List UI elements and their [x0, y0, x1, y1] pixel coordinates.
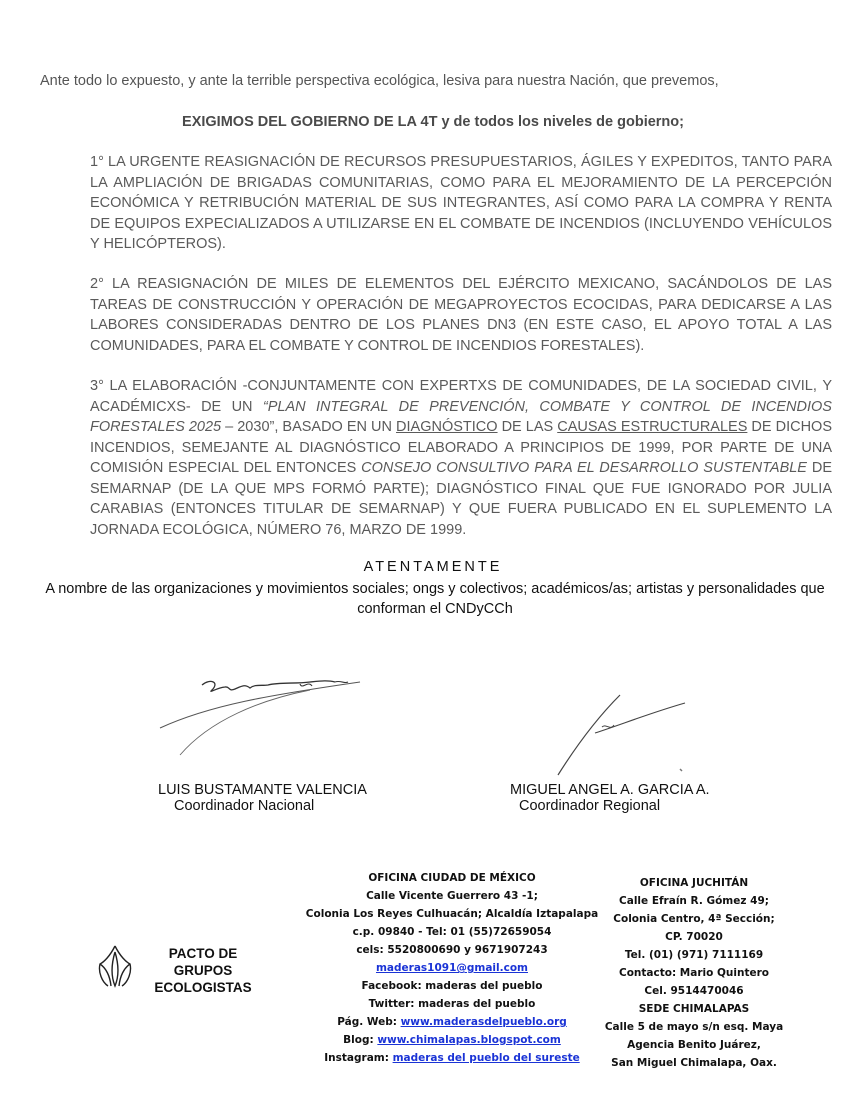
signatory-1-role: Coordinador Nacional: [174, 798, 315, 814]
instagram-label: Instagram:: [324, 1052, 393, 1064]
signature-garcia: [540, 685, 700, 780]
demands-heading: EXIGIMOS DEL GOBIERNO DE LA 4T y de todos los niveles de gobierno;: [182, 114, 684, 130]
twitter-text: Twitter: maderas del pueblo: [368, 998, 536, 1010]
pacto-logo-icon: [94, 942, 136, 990]
signatory-2-name: MIGUEL ANGEL A. GARCIA A.: [510, 782, 710, 798]
office-juchitan-line: Contacto: Mario Quintero: [619, 967, 769, 979]
office-cdmx: [300, 869, 604, 1067]
org-name-line: GRUPOS: [173, 963, 233, 978]
office-cdmx-line: Colonia Los Reyes Culhuacán; Alcaldía Iztapalapa: [305, 908, 599, 920]
web-link[interactable]: www.maderasdelpueblo.org: [400, 1016, 567, 1028]
demand-1: 1° LA URGENTE REASIGNACIÓN DE RECURSOS PRESUPUESTARIOS, ÁGILES Y EXPEDITOS, TANTO PARA LA AMPLIACIÓN DE BRIGADAS COMUNITARIAS, COMO PARA EL MEJORAMIENTO DE LA PERCEPCIÓN ECONÓMICA Y RETRIBUCIÓN MATERIAL DE SUS INTEGRANTES, ASÍ COMO PARA LA COMPRA Y RENTA DE EQUIPOS EXPECIALIZADOS A UTILIZARSE EN EL COMBATE DE INCENDIOS (INCLUYENDO VEHÍCULOS Y HELICÓPTEROS).: [90, 154, 832, 252]
signatory-1-name: LUIS BUSTAMANTE VALENCIA: [158, 782, 367, 798]
office-juchitan-line: Calle 5 de mayo s/n esq. Maya: [604, 1021, 784, 1033]
demand-3-text: DE SEMARNAP (DE LA QUE MPS FORMÓ PARTE); DIAGNÓSTICO FINAL QUE FUE IGNORADO POR JULIA CARABIAS (ENTONCES TITULAR DE SEMARNAP) Y QUE FUERA PUBLICADO EN EL SUPLEMENTO LA JORNADA ECOLÓGICA, NÚMERO 76, MARZO DE 1999.: [90, 460, 833, 538]
office-juchitan-line: San Miguel Chimalapa, Oax.: [611, 1057, 777, 1069]
signatory-2: [510, 782, 710, 814]
demand-3: [90, 376, 832, 540]
office-cdmx-title: OFICINA CIUDAD DE MÉXICO: [368, 872, 536, 884]
instagram-link[interactable]: maderas del pueblo del sureste: [392, 1052, 580, 1064]
office-cdmx-line: c.p. 09840 - Tel: 01 (55)72659054: [352, 926, 552, 938]
office-juchitan: [596, 874, 792, 1072]
office-juchitan-title: OFICINA JUCHITÁN: [639, 877, 749, 889]
blog-link[interactable]: www.chimalapas.blogspot.com: [377, 1034, 561, 1046]
on-behalf-text: A nombre de las organizaciones y movimientos sociales; ongs y colectivos; académicos/as; artistas y personalidades que conforman el CNDyCCh: [45, 581, 825, 617]
office-juchitan-line: CP. 70020: [665, 931, 723, 943]
plan-title: “PLAN INTEGRAL DE PREVENCIÓN, COMBATE Y CONTROL DE INCENDIOS FORESTALES 2025: [90, 398, 832, 435]
closing-atentamente: ATENTAMENTE: [363, 559, 503, 575]
office-juchitan-line: Tel. (01) (971) 7111169: [624, 949, 764, 961]
signatory-2-role: Coordinador Regional: [519, 798, 661, 814]
web-label: Pág. Web:: [337, 1016, 401, 1028]
blog-label: Blog:: [343, 1034, 378, 1046]
org-name-line: ECOLOGISTAS: [154, 980, 252, 995]
intro-text: Ante todo lo expuesto, y ante la terrible perspectiva ecológica, lesiva para nuestra Nación, que prevemos,: [40, 73, 719, 89]
office-juchitan-line: Cel. 9514470046: [644, 985, 744, 997]
demand-2: 2° LA REASIGNACIÓN DE MILES DE ELEMENTOS DEL EJÉRCITO MEXICANO, SACÁNDOLOS DE LAS TAREAS DE CONSTRUCCIÓN Y OPERACIÓN DE MEGAPROYECTOS ECOCIDAS, PARA DEDICARSE A LAS LABORES CONSIDERADAS DENTRO DE LOS PLANES DN3 (EN ESTE CASO, EL APOYO TOTAL A LAS COMUNIDADES, PARA EL COMBATE Y CONTROL DE INCENDIOS FORESTALES).: [90, 276, 832, 354]
office-cdmx-line: cels: 5520800690 y 9671907243: [356, 944, 548, 956]
demand-3-text: – 2030”, BASADO EN UN: [221, 419, 397, 435]
diagnostico-underlined: DIAGNÓSTICO: [396, 419, 498, 435]
org-name-line: PACTO DE: [168, 946, 238, 961]
demand-3-text: DE LAS: [497, 419, 558, 435]
signatory-1: [158, 782, 367, 814]
office-juchitan-line: Calle Efraín R. Gómez 49;: [619, 895, 769, 907]
office-cdmx-line: Calle Vicente Guerrero 43 -1;: [366, 890, 538, 902]
consejo-italic: CONSEJO CONSULTIVO PARA EL DESARROLLO SUSTENTABLE: [361, 460, 807, 476]
demand-3-text: 3° LA ELABORACIÓN -CONJUNTAMENTE CON EXPERTXS DE COMUNIDADES, DE LA SOCIEDAD CIVIL, Y ACADÉMICXS- DE UN: [90, 378, 832, 415]
facebook-text: Facebook: maderas del pueblo: [361, 980, 543, 992]
demand-3-text: DE DICHOS INCENDIOS, SEMEJANTE AL DIAGNÓSTICO ELABORADO A PRINCIPIOS DE 1999, POR PARTE DE UNA COMISIÓN ESPECIAL DEL ENTONCES: [90, 419, 833, 476]
org-name: [148, 945, 258, 996]
signature-bustamante: [150, 660, 380, 770]
causas-underlined: CAUSAS ESTRUCTURALES: [557, 419, 748, 435]
office-juchitan-line: Colonia Centro, 4ª Sección;: [613, 913, 775, 925]
email-link[interactable]: maderas1091@gmail.com: [375, 962, 528, 974]
sede-chimalapas-title: SEDE CHIMALAPAS: [638, 1003, 750, 1015]
office-juchitan-line: Agencia Benito Juárez,: [627, 1039, 761, 1051]
